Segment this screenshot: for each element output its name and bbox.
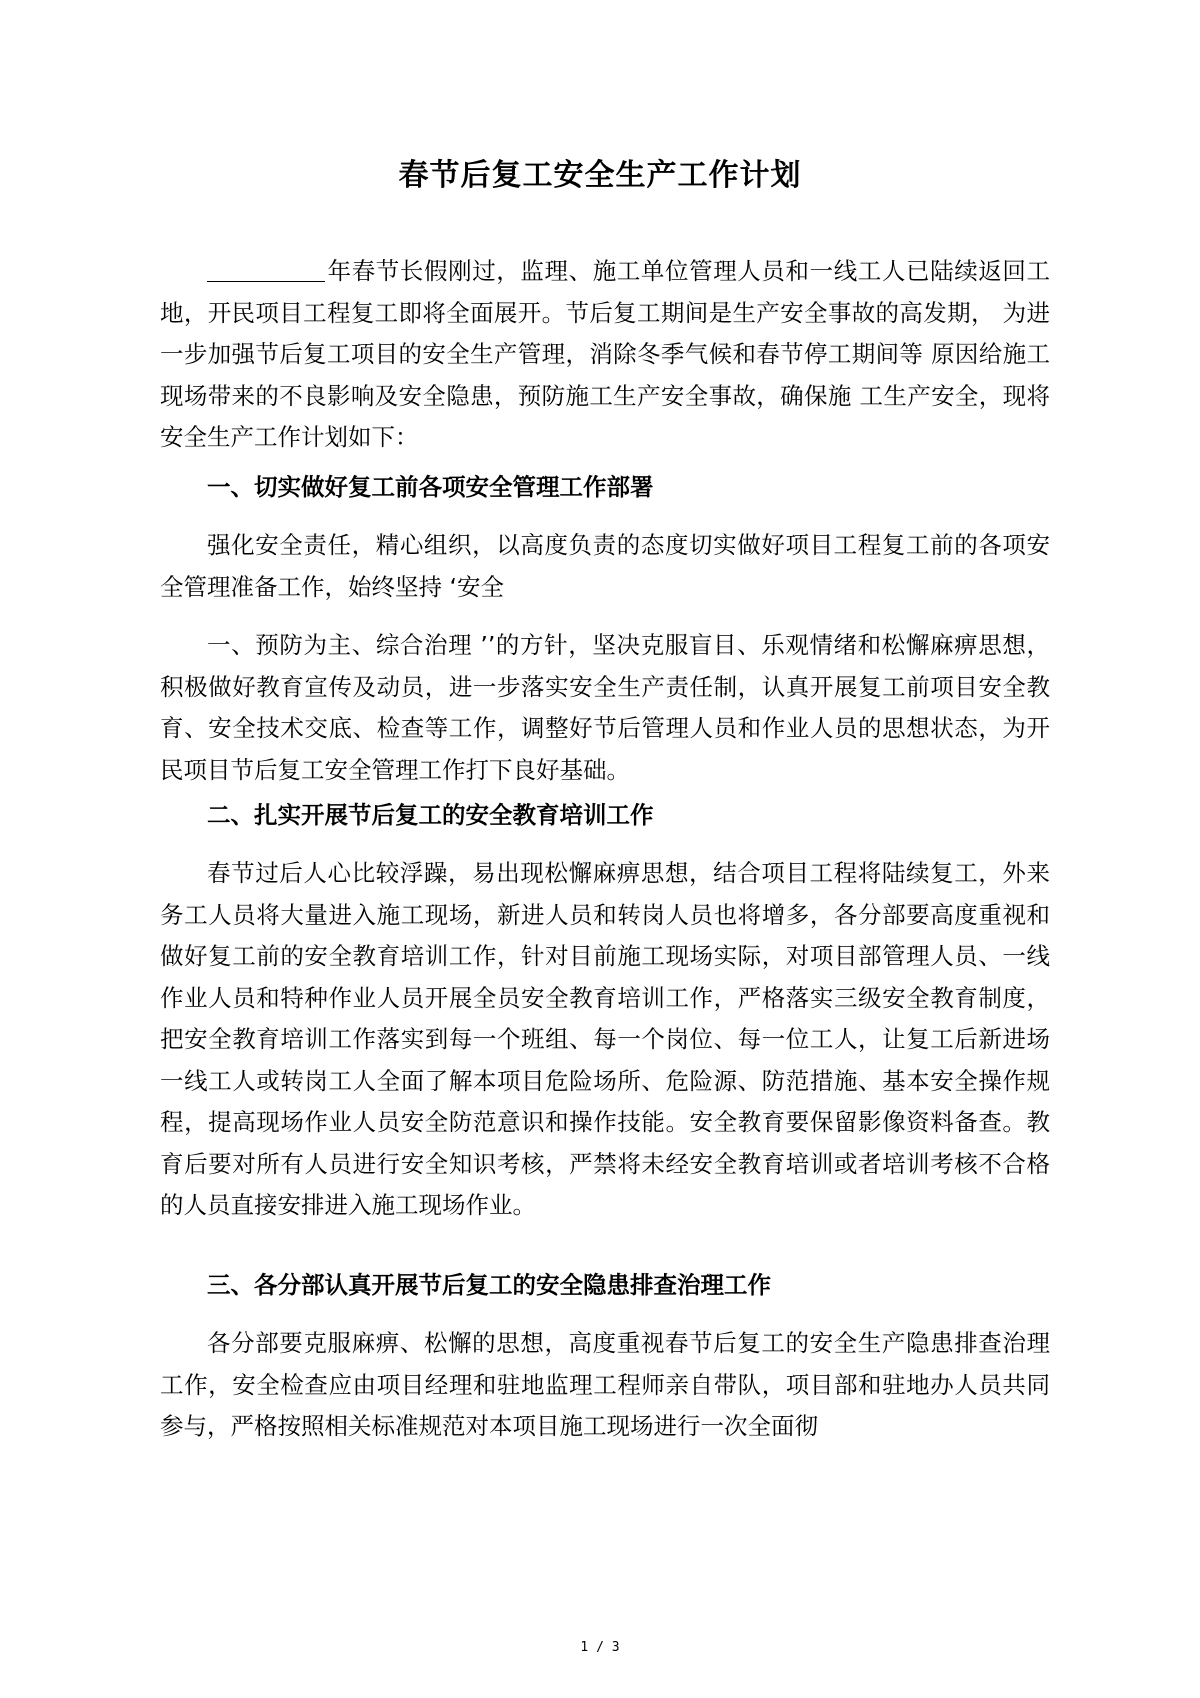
section-2-paragraph: 春节过后人心比较浮躁，易出现松懈麻痹思想，结合项目工程将陆续复工，外来务工人员将大量进入施工现场，新进人员和转岗人员也将增多，各分部要高度重视和做好复工前的安全教育培训工作，针对目前施工现场实际，对项目部管理人员、一线作业人员和特种作业人员开展全员安全教育培训工作，严格落实三级安全教育制度，把安全教育培训工作落实到每一个班组、每一个岗位、每一位工人，让复工后新进场一线工人或转岗工人全面了解本项目危险场所、危险源、防范措施、基本安全操作规程，提高现场作业人员安全防范意识和操作技能。安全教育要保留影像资料备查。教育后要对所有人员进行安全知识考核，严禁将未经安全教育培训或者培训考核不合格的人员直接安排进入施工现场作业。 [160,859,1050,1219]
page-number: 1 / 3 [580,1640,620,1655]
section-1-paragraph-2: 一、预防为主、综合治理 ’’的方针，坚决克服盲目、乐观情绪和松懈麻痹思想，积极做好教育宣传及动员，进一步落实安全生产责任制，认真开展复工前项目安全教育、安全技术交底、检查等工作，调整好节后管理人员和作业人员的思想状态，为开民项目节后复工安全管理工作打下良好基础。 [160,631,1050,784]
document-title: 春节后复工安全生产工作计划 [398,158,802,193]
section-1-heading: 一、切实做好复工前各项安全管理工作部署 [207,473,654,501]
section-1-paragraph-1: 强化安全责任，精心组织，以高度负责的态度切实做好项目工程复工前的各项安全管理准备工作，始终坚持 ‘安全 [160,531,1050,601]
section-2-heading: 二、扎实开展节后复工的安全教育培训工作 [207,801,654,829]
section-3-heading: 三、各分部认真开展节后复工的安全隐患排查治理工作 [207,1271,771,1299]
intro-paragraph [160,251,1050,459]
date-blank-underline [207,255,325,282]
section-3-paragraph: 各分部要克服麻痹、松懈的思想，高度重视春节后复工的安全生产隐患排查治理工作，安全检查应由项目经理和驻地监理工程师亲自带队，项目部和驻地办人员共同参与，严格按照相关标准规范对本项目施工现场进行一次全面彻 [160,1329,1050,1440]
intro-text: 年春节长假刚过，监理、施工单位管理人员和一线工人已陆续返回工地，开民项目工程复工即将全面展开。节后复工期间是生产安全事故的高发期， 为进一步加强节后复工项目的安全生产管理，消除冬季气候和春节停工期间等 原因给施工现场带来的不良影响及安全隐患，预防施工生产安全事故，确保施 工生产安全，现将安全生产工作计划如下： [160,257,1050,451]
